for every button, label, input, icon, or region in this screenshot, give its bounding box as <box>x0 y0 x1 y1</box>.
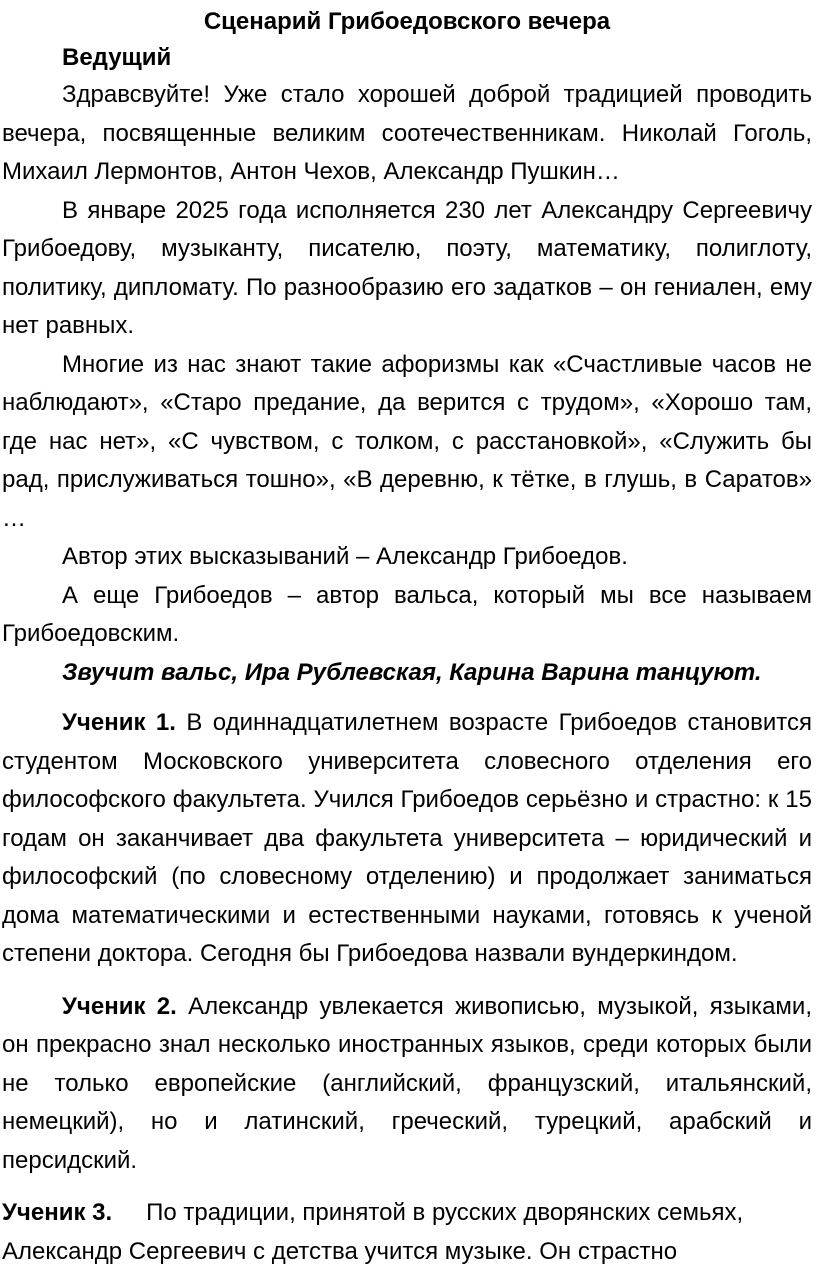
paragraph-greeting: Здравсвуйте! Уже стало хорошей доброй традицией проводить вечера, посвященные великим соотечественникам. Николай Гоголь, Михаил Лермонтов, Антон Чехов, Александр Пушкин… <box>2 81 812 185</box>
host-label: Ведущий <box>62 44 172 71</box>
student-3-paragraph <box>2 1194 812 1271</box>
paragraph-aphorisms: Многие из нас знают такие афоризмы как «Счастливые часов не наблюдают», «Старо предание, да верится с трудом», «Хорошо там, где нас нет», «С чувством, с толком, с расстановкой», «Служить бы рад, прислуживаться тошно», «В деревню, к тётке, в глушь, в Саратов» … <box>2 350 812 532</box>
student-3-label: Ученик 3. <box>2 1199 113 1226</box>
student-1-text: В одиннадцатилетнем возрасте Грибоедов становится студентом Московского университета словесного отделения его философского факультета. Учился Грибоедов серьёзно и страстно: к 15 годам он заканчивает два факультета университета – юридический и философский (по словесному отделению) и продолжает заниматься дома математическими и естественными науками, готовясь к ученой степени доктора. Сегодня бы Грибоедова назвали вундеркиндом. <box>2 709 812 967</box>
paragraph-author: Автор этих высказываний – Александр Грибоедов. <box>62 543 628 570</box>
student-3-text-line1: По традиции, принятой в русских дворянских семьях, <box>146 1199 744 1226</box>
student-3-text-line2: Александр Сергеевич с детства учится музыке. Он страстно <box>2 1237 678 1265</box>
student-2-label: Ученик 2. <box>62 992 177 1020</box>
stage-direction: Звучит вальс, Ира Рублевская, Карина Варина танцуют. <box>62 658 762 686</box>
student-1-paragraph <box>2 704 812 974</box>
student-2-paragraph <box>2 988 812 1181</box>
document-title: Сценарий Грибоедовского вечера <box>203 8 611 35</box>
student-1-label: Ученик 1. <box>62 709 176 736</box>
paragraph-waltz: А еще Грибоедов – автор вальса, который мы все называем Грибоедовским. <box>2 581 812 647</box>
paragraph-anniversary: В январе 2025 года исполняется 230 лет Александру Сергеевичу Грибоедову, музыканту, писателю, поэту, математику, полиглоту, политику, дипломату. По разнообразию его задатков – он гениален, ему нет равных. <box>2 196 812 339</box>
student-2-text: Александр увлекается живописью, музыкой, языками, он прекрасно знал несколько иностранных языков, среди которых были не только европейские (английский, французский, итальянский, немецкий), но и латинский, греческий, турецкий, арабский и персидский. <box>2 992 812 1174</box>
